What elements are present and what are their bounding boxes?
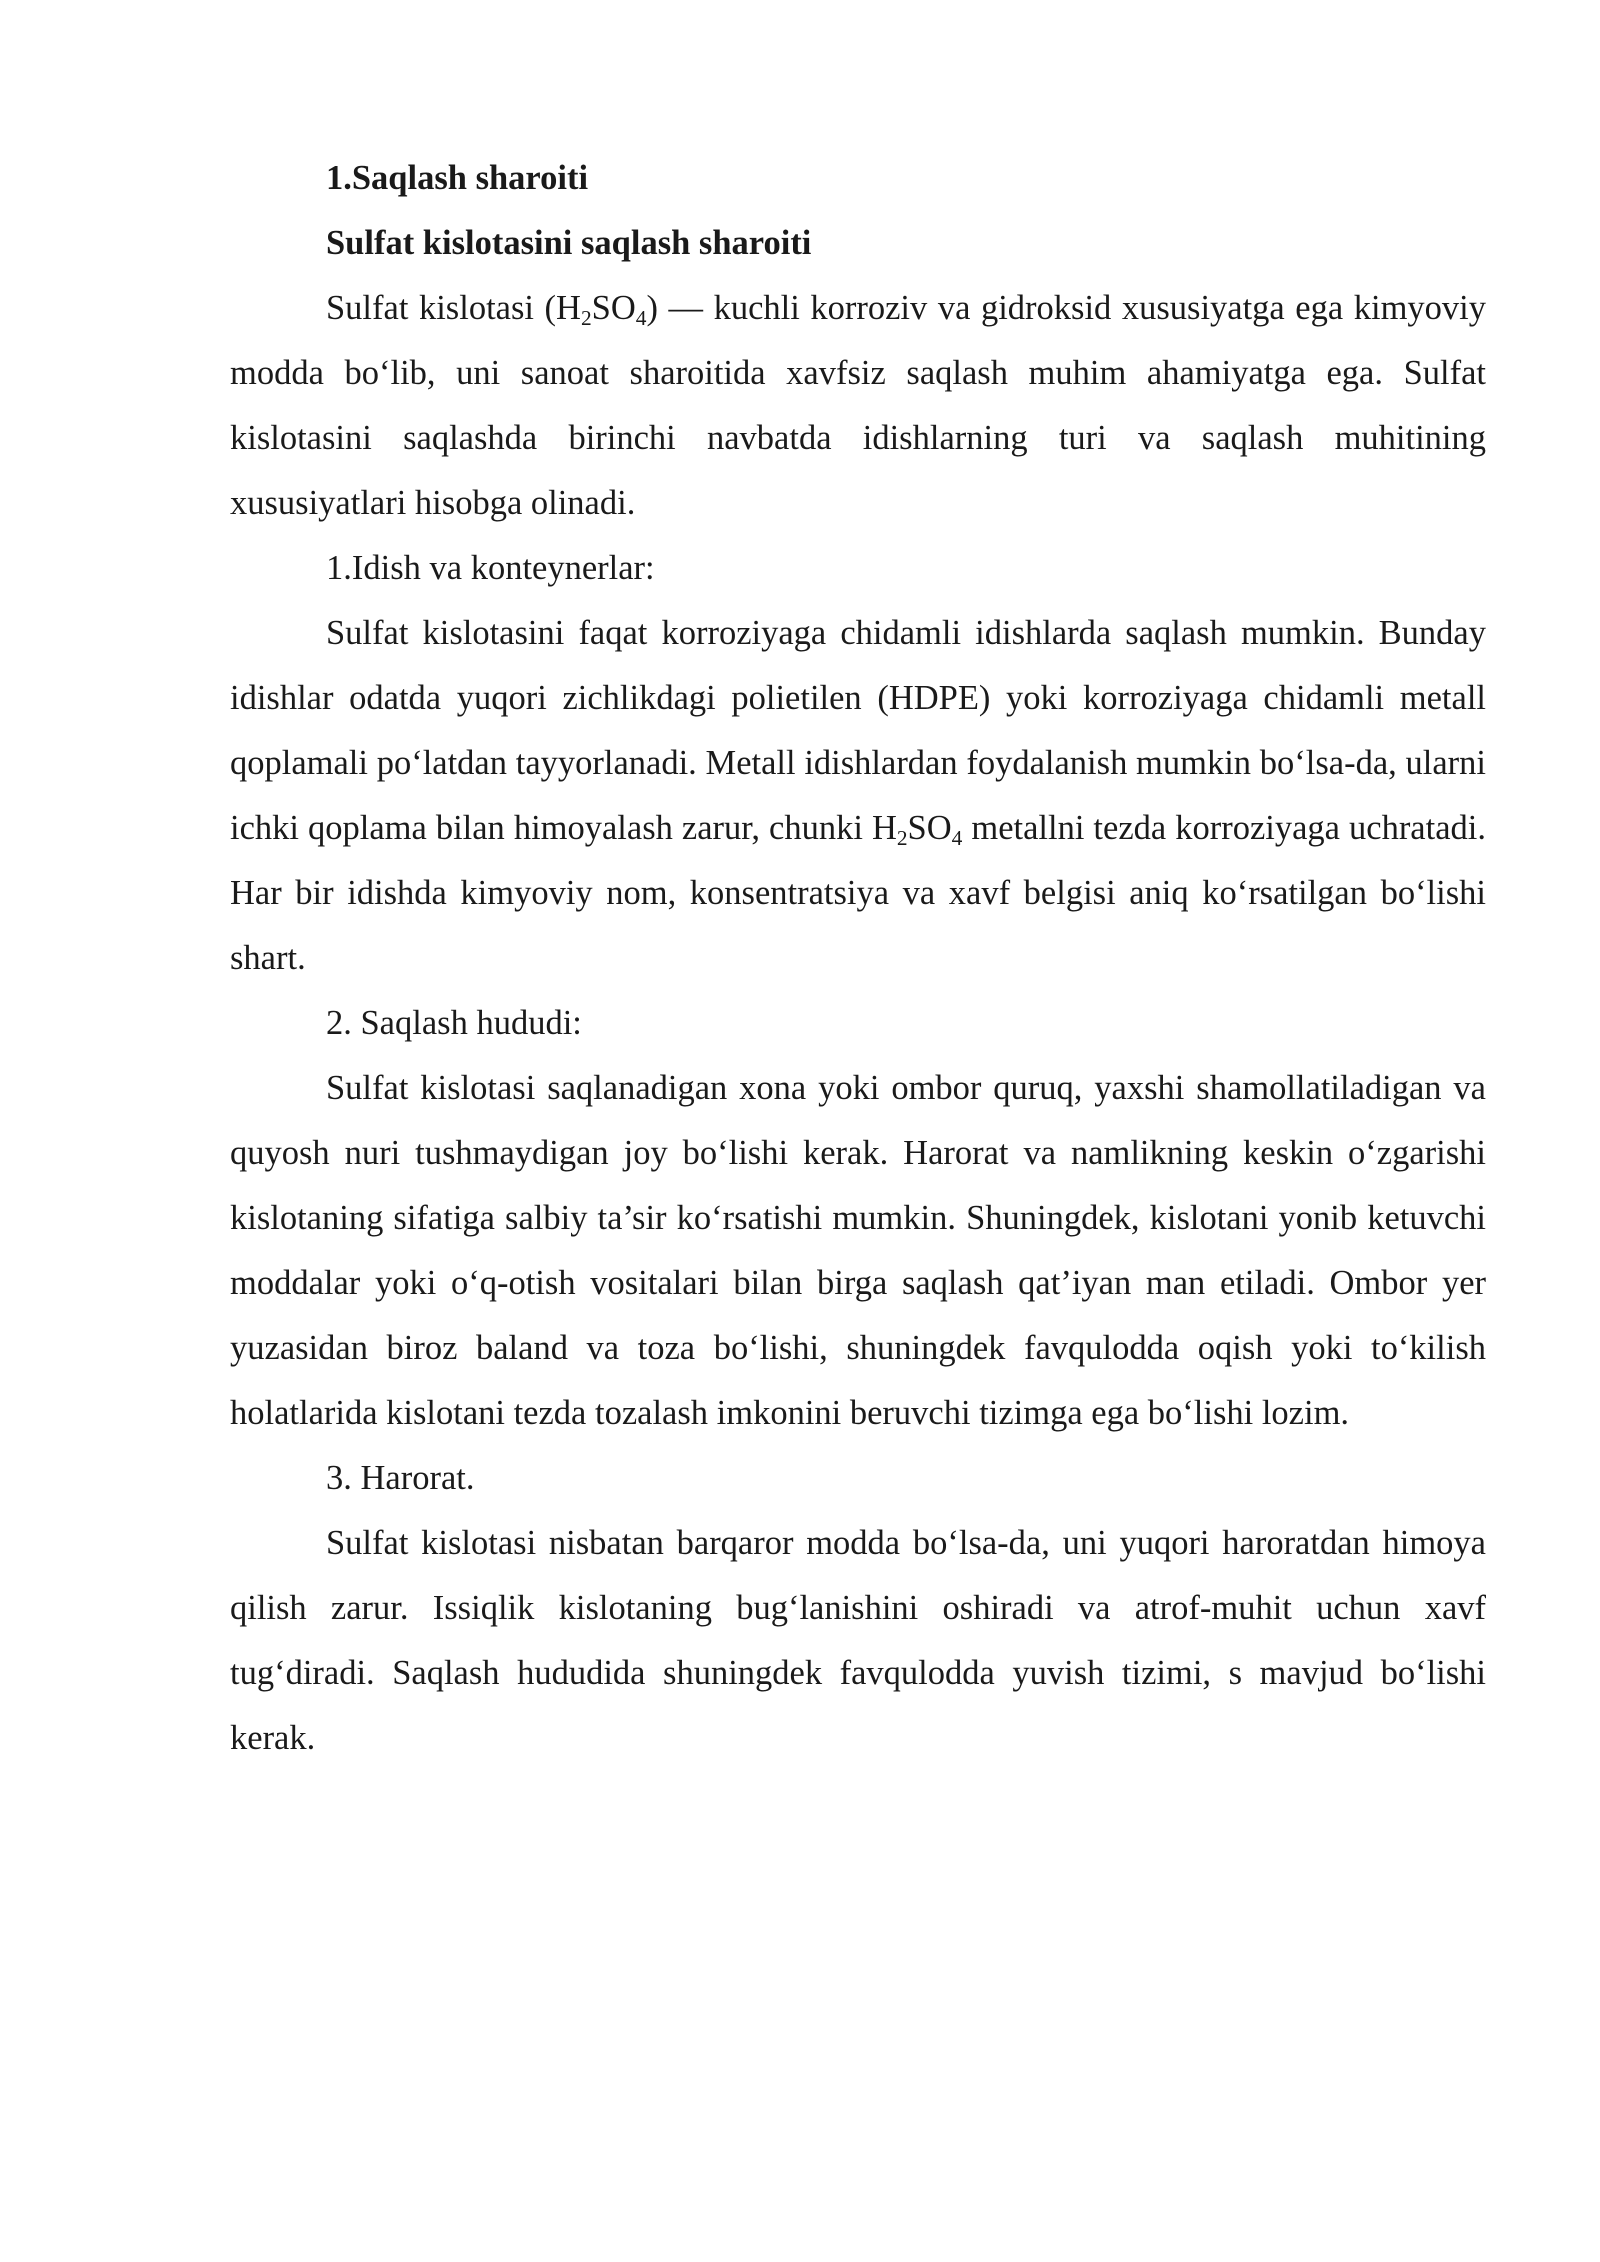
intro-text-end: ) — kuchli korroziv va gidroksid xususiyatga ega kimyoviy modda bo‘lib, uni sanoat sharoitida xavfsiz saqlash muhim ahamiyatga ega. Sulfat kislotasini saqlashda birinchi navbatda idishlarning turi va saqlash muhitining xususiyatlari hisobga olinadi. bbox=[230, 289, 1487, 522]
formula-so-subscript: 4 bbox=[635, 305, 647, 330]
section1-paragraph bbox=[230, 601, 1486, 991]
formula-h-subscript: 2 bbox=[580, 305, 592, 330]
intro-paragraph bbox=[230, 276, 1486, 536]
section1-text-end: metallni tezda korroziyaga uchratadi. Har bir idishda kimyoviy nom, konsentratsiya va xavf belgisi aniq ko‘rsatilgan bo‘lishi shart. bbox=[230, 809, 1486, 977]
formula-h: H bbox=[871, 809, 897, 847]
formula-h-subscript: 2 bbox=[896, 825, 908, 850]
section1-heading: 1.Idish va konteynerlar: bbox=[326, 549, 655, 587]
section2-paragraph: Sulfat kislotasi saqlanadigan xona yoki ombor quruq, yaxshi shamollatiladigan va quyosh nuri tushmaydigan joy bo‘lishi kerak. Harorat va namlikning keskin o‘zgarishi kislotaning sifatiga salbiy ta’sir ko‘rsatishi mumkin. Shuningdek, kislotani yonib ketuvchi moddalar yoki o‘q-otish vositalari bilan birga saqlash qat’iyan man etiladi. Ombor yer yuzasidan biroz baland va toza bo‘lishi, shuningdek favqulodda oqish yoki to‘kilish holatlarida kislotani tezda tozalash imkonini beruvchi tizimga ega bo‘lishi lozim. bbox=[230, 1069, 1486, 1432]
section3-paragraph: Sulfat kislotasi nisbatan barqaror modda bo‘lsa-da, uni yuqori haroratdan himoya qilish zarur. Issiqlik kislotaning bug‘lanishini oshiradi va atrof-muhit uchun xavf tug‘diradi. Saqlash hududida shuningdek favqulodda yuvish tizimi, s mavjud bo‘lishi kerak. bbox=[230, 1524, 1486, 1757]
section3-heading: 3. Harorat. bbox=[326, 1459, 475, 1497]
document-title: 1.Saqlash sharoiti bbox=[326, 159, 589, 197]
section1-text-start: Sulfat kislotasini faqat korroziyaga chidamli idishlarda saqlash mumkin. Bunday idishlar odatda yuqori zichlikdagi polietilen (HDPE) yoki korroziyaga chidamli metall qoplamali po‘latdan tayyorlanadi. Metall idishlardan foydalanish mumkin bo‘lsa-da, ularni ichki qoplama bilan himoyalash zarur, chunki bbox=[230, 614, 1486, 847]
formula-so: SO bbox=[591, 289, 636, 327]
formula-so-subscript: 4 bbox=[951, 825, 963, 850]
formula-so: SO bbox=[907, 809, 952, 847]
document-subtitle: Sulfat kislotasini saqlash sharoiti bbox=[326, 224, 812, 262]
formula-h: H bbox=[556, 289, 581, 327]
intro-text-start: Sulfat kislotasi ( bbox=[326, 289, 557, 327]
document-page bbox=[230, 146, 1486, 1771]
section2-heading: 2. Saqlash hududi: bbox=[326, 1004, 582, 1042]
